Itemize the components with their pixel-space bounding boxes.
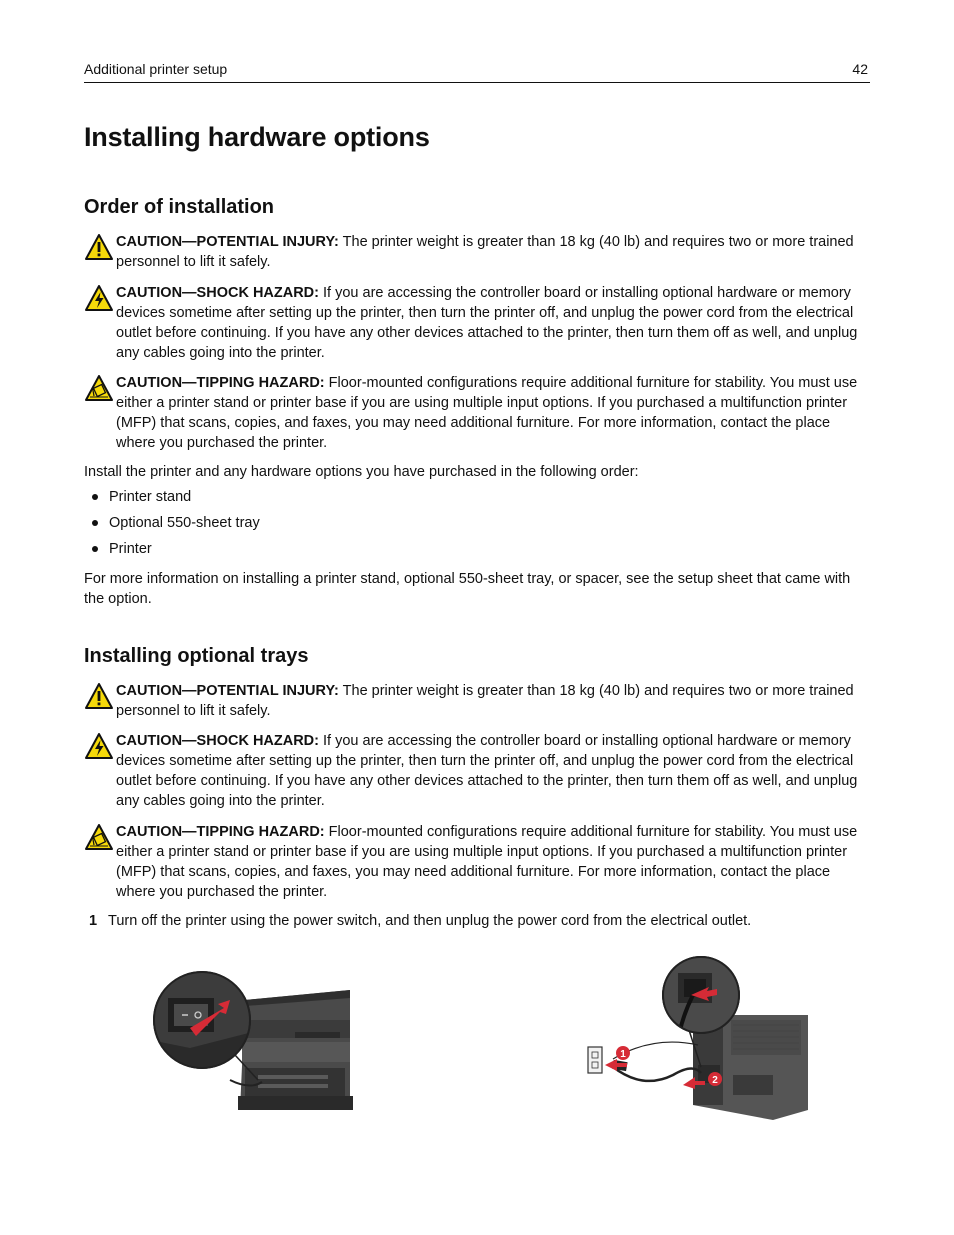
- caution-text: Floor-mounted configurations require additional furniture for stability. You must use either a printer stand or printer base if you are using multiple input options. If you purchased a multifunction printer (MFP) that scans, copies, and faxes, you may need additional furniture. For more information, contact the place where you purchased the printer.: [116, 824, 858, 900]
- caution-text: If you are accessing the controller board or installing optional hardware or memory devices sometime after setting up the printer, then turn the printer off, and unplug the power cord from the electrical outlet before continuing. If you have any other devices attached to the printer, then turn them off as well, and unplug any cables going into the printer.: [116, 285, 858, 361]
- caution-shock-hazard: [84, 731, 870, 811]
- caution-tipping-hazard: [84, 822, 870, 902]
- caution-text: Floor-mounted configurations require additional furniture for stability. You must use either a printer stand or printer base if you are using multiple input options. If you purchased a multifunction printer (MFP) that scans, copies, and faxes, you may need additional furniture. For more information, contact the place where you purchased the printer.: [116, 375, 858, 451]
- install-order-list: [84, 487, 260, 565]
- bullet-icon: [92, 494, 98, 500]
- power-switch-illustration: [150, 960, 370, 1145]
- install-order-intro: Install the printer and any hardware options you have purchased in the following order:: [84, 464, 639, 480]
- caution-label: CAUTION—POTENTIAL INJURY:: [116, 234, 339, 250]
- list-item: Optional 550-sheet tray: [84, 513, 260, 539]
- page-header: [84, 60, 870, 83]
- caution-label: CAUTION—SHOCK HAZARD:: [116, 285, 319, 301]
- caution-label: CAUTION—TIPPING HAZARD:: [116, 824, 325, 840]
- header-section-title: Additional printer setup: [84, 61, 228, 77]
- warning-triangle-icon: [84, 233, 114, 261]
- setup-sheet-note: For more information on installing a printer stand, optional 550-sheet tray, or spacer, see the setup sheet that came with the option.: [84, 571, 851, 607]
- caution-tipping-hazard: [84, 373, 870, 453]
- unplug-cord-illustration: [583, 955, 813, 1125]
- step-text: Turn off the printer using the power switch, and then unplug the power cord from the electrical outlet.: [108, 913, 752, 929]
- caution-text: The printer weight is greater than 18 kg (40 lb) and requires two or more trained personnel to lift it safely.: [116, 683, 854, 719]
- caution-text: The printer weight is greater than 18 kg (40 lb) and requires two or more trained personnel to lift it safely.: [116, 234, 854, 270]
- section-heading-order: Order of installation: [84, 196, 275, 218]
- page-title: Installing hardware options: [84, 122, 430, 152]
- bullet-icon: [92, 546, 98, 552]
- caution-potential-injury: [84, 232, 870, 272]
- caution-label: CAUTION—TIPPING HAZARD:: [116, 375, 325, 391]
- bullet-icon: [92, 520, 98, 526]
- warning-triangle-icon: [84, 682, 114, 710]
- caution-label: CAUTION—POTENTIAL INJURY:: [116, 683, 339, 699]
- step-number: 1: [89, 913, 98, 929]
- caution-text: If you are accessing the controller board or installing optional hardware or memory devices sometime after setting up the printer, then turn the printer off, and unplug the power cord from the electrical outlet before continuing. If you have any other devices attached to the printer, then turn them off as well, and unplug any cables going into the printer.: [116, 733, 858, 809]
- shock-hazard-icon: [84, 284, 114, 312]
- caution-potential-injury: [84, 681, 870, 721]
- step-1: [84, 911, 870, 931]
- tipping-hazard-icon: [84, 374, 114, 402]
- caution-shock-hazard: [84, 283, 870, 363]
- list-item: Printer: [84, 539, 260, 565]
- tipping-hazard-icon: [84, 823, 114, 851]
- callout-number-2: 2: [712, 1075, 718, 1086]
- shock-hazard-icon: [84, 732, 114, 760]
- callout-number-1: 1: [620, 1049, 626, 1060]
- caution-label: CAUTION—SHOCK HAZARD:: [116, 733, 319, 749]
- section-heading-optional-trays: Installing optional trays: [84, 645, 309, 667]
- page-number: 42: [852, 61, 868, 77]
- list-item: Printer stand: [84, 487, 260, 513]
